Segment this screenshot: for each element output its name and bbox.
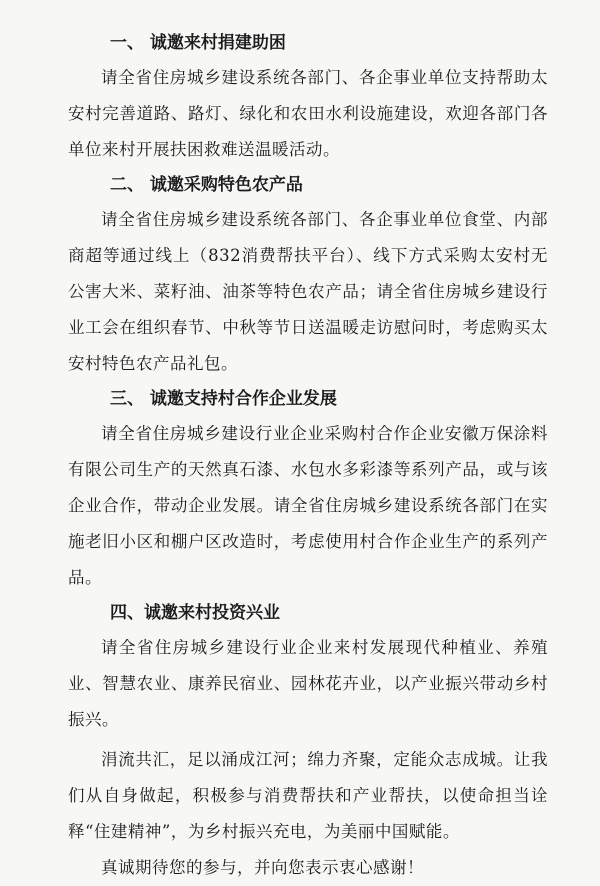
section-heading: 二、 诚邀采购特色农产品 xyxy=(110,175,303,195)
section-investment xyxy=(68,596,548,738)
section-body: 请全省住房城乡建设系统各部门、各企事业单位支持帮助太安村完善道路、路灯、绿化和农田水利设施建设，欢迎各部门各单位来村开展扶困救难送温暖活动。 xyxy=(68,68,548,159)
section-heading: 四、诚邀来村投资兴业 xyxy=(110,603,280,623)
section-cooperative-enterprise xyxy=(68,382,548,596)
section-heading: 一、 诚邀来村捐建助困 xyxy=(110,33,286,53)
section-body: 请全省住房城乡建设行业企业采购村合作企业安徽万保涂料有限公司生产的天然真石漆、水包水多彩漆等系列产品，或与该企业合作，带动企业发展。请全省住房城乡建设系统各部门在实施老旧小区和棚户区改造时，考虑使用村合作企业生产的系列产品。 xyxy=(68,424,548,587)
closing-thanks: 真诚期待您的参与，并向您表示衷心感谢！ xyxy=(101,858,424,877)
section-heading: 三、 诚邀支持村合作企业发展 xyxy=(110,389,337,409)
section-procurement xyxy=(68,168,548,382)
closing-remarks xyxy=(68,742,548,886)
closing-paragraph: 涓流共汇，足以涌成江河；绵力齐聚，定能众志成城。让我们从自身做起，积极参与消费帮扶和产业帮扶，以使命担当诠释“住建精神”，为乡村振兴充电，为美丽中国赋能。 xyxy=(68,750,548,841)
section-donation xyxy=(68,26,548,168)
section-body: 请全省住房城乡建设系统各部门、各企事业单位食堂、内部商超等通过线上（832消费帮扶平台）、线下方式采购太安村无公害大米、菜籽油、油茶等特色农产品；请全省住房城乡建设行业工会在组织春节、中秋等节日送温暖走访慰问时，考虑购买太安村特色农产品礼包。 xyxy=(68,210,548,373)
section-body: 请全省住房城乡建设行业企业来村发展现代种植业、养殖业、智慧农业、康养民宿业、园林花卉业，以产业振兴带动乡村振兴。 xyxy=(68,638,548,729)
